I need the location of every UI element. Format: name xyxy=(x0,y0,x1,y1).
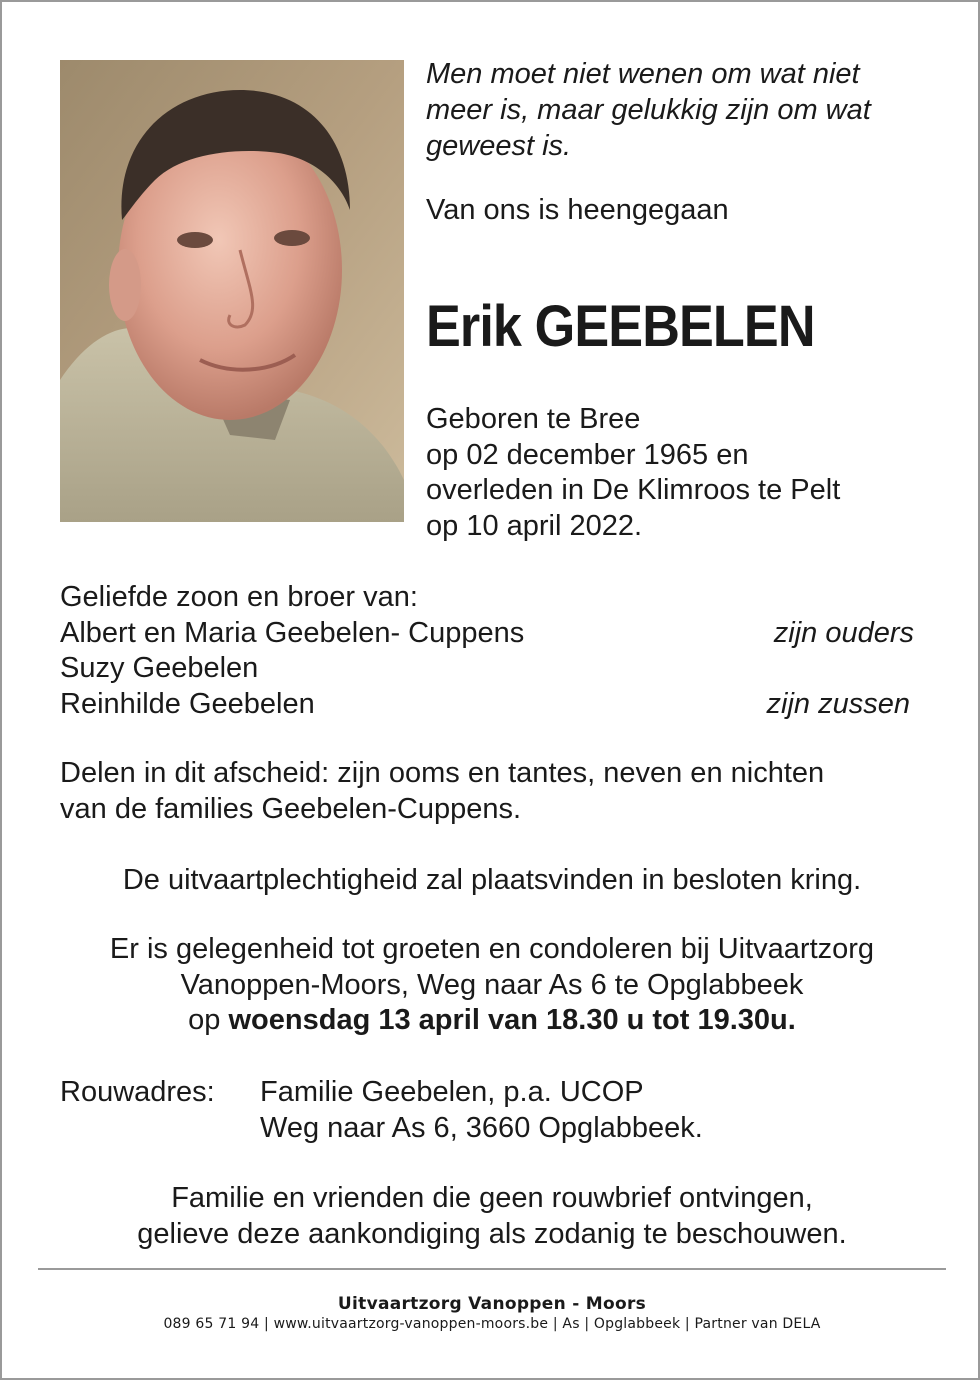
intro-text: Van ons is heengegaan xyxy=(426,194,729,226)
ceremony-text: De uitvaartplechtigheid zal plaatsvinden in besloten kring. xyxy=(122,864,862,896)
visit-line xyxy=(2,1003,980,1039)
footer-divider xyxy=(38,1268,946,1270)
family-role: zijn zussen xyxy=(766,687,910,720)
visit-prefix: op xyxy=(188,1004,221,1036)
deceased-name: Erik GEEBELEN xyxy=(426,294,815,359)
closing-section xyxy=(2,1180,980,1252)
visit-line: Er is gelegenheid tot groeten en condoleren bij Uitvaartzorg xyxy=(109,933,875,965)
birth-details xyxy=(426,402,840,544)
visit-time: woensdag 13 april van 18.30 u tot 19.30u. xyxy=(228,1004,796,1036)
closing-line: Familie en vrienden die geen rouwbrief ontvingen, xyxy=(171,1182,813,1214)
address-lines xyxy=(260,1075,703,1146)
closing-line: gelieve deze aankondiging als zodanig te beschouwen. xyxy=(137,1218,847,1250)
share-line: van de families Geebelen-Cuppens. xyxy=(60,792,522,825)
footer-info: 089 65 71 94 | www.uitvaartzorg-vanoppen-moors.be | As | Opglabbeek | Partner van DELA xyxy=(163,1316,821,1332)
family-member-name: Reinhilde Geebelen xyxy=(60,687,315,720)
visit-section xyxy=(2,932,980,1039)
family-role: zijn ouders xyxy=(773,616,914,649)
share-line: Delen in dit afscheid: zijn ooms en tantes, neven en nichten xyxy=(60,757,825,789)
birth-line: overleden in De Klimroos te Pelt xyxy=(426,474,841,506)
family-row xyxy=(60,687,916,723)
portrait-image xyxy=(60,60,404,522)
quote-line: Men moet niet wenen om wat niet xyxy=(426,58,860,90)
visit-line: Vanoppen-Moors, Weg naar As 6 te Opglabbeek xyxy=(180,968,804,1001)
birth-line: op 10 april 2022. xyxy=(426,509,643,542)
share-section xyxy=(60,756,824,827)
family-heading: Geliefde zoon en broer van: xyxy=(60,581,418,613)
quote xyxy=(426,56,946,164)
footer-title: Uitvaartzorg Vanoppen - Moors xyxy=(337,1294,647,1314)
family-member-name: Suzy Geebelen xyxy=(60,652,259,684)
family-row xyxy=(60,616,916,652)
birth-line: Geboren te Bree xyxy=(426,403,641,435)
quote-line: meer is, maar gelukkig zijn om wat xyxy=(426,94,871,126)
birth-line: op 02 december 1965 en xyxy=(426,438,749,471)
family-member-name: Albert en Maria Geebelen- Cuppens xyxy=(60,616,525,649)
address-label: Rouwadres: xyxy=(60,1076,215,1108)
quote-line: geweest is. xyxy=(426,130,572,162)
portrait-photo xyxy=(60,60,404,522)
family-section xyxy=(60,580,916,722)
address-line: Familie Geebelen, p.a. UCOP xyxy=(260,1076,644,1108)
family-row xyxy=(60,651,916,687)
address-line: Weg naar As 6, 3660 Opglabbeek. xyxy=(260,1111,703,1144)
